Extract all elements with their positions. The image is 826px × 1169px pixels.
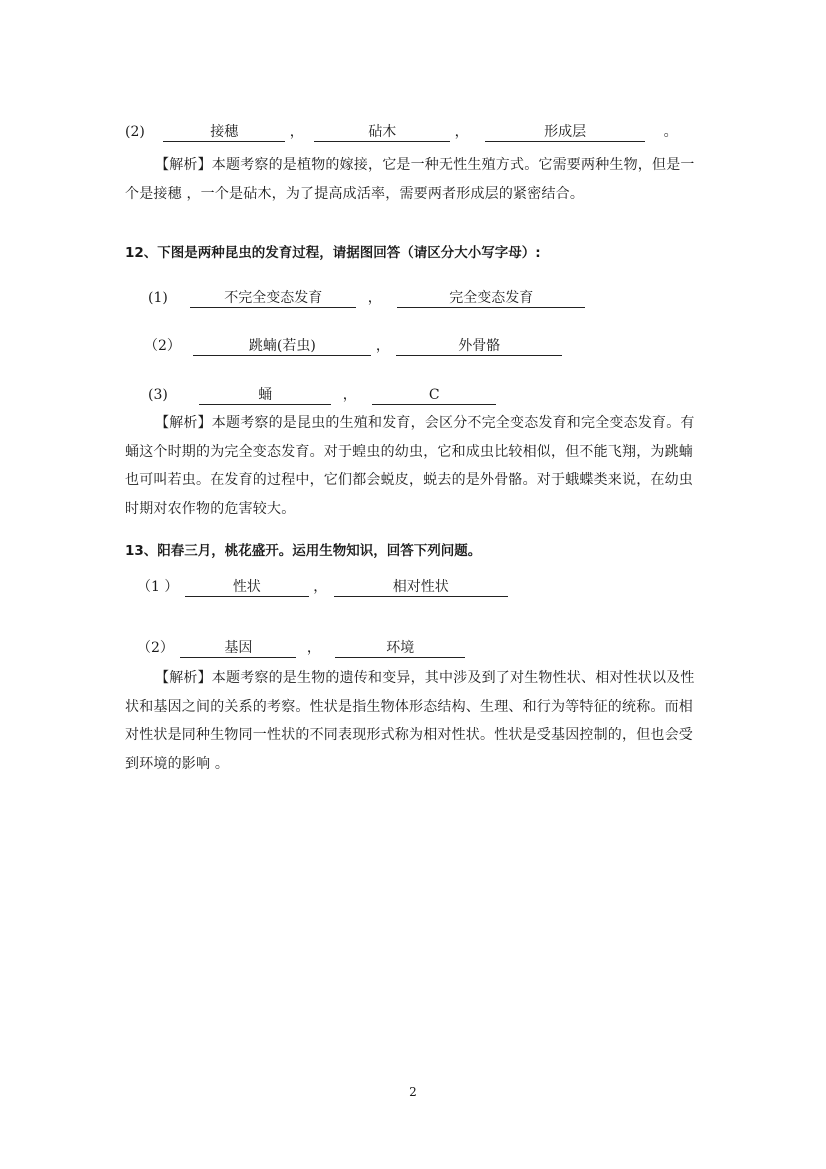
q13-part1-answer-1: 性状 [185, 578, 309, 597]
q11-answer-3: 形成层 [485, 123, 645, 142]
q12-part2-label: （2） [144, 338, 181, 354]
q13-part2-answer-1: 基因 [180, 639, 296, 658]
q13-part2-answer-2: 环境 [335, 639, 465, 658]
q12-part3-separator: ， [342, 387, 357, 403]
q11-answer-2: 砧木 [314, 123, 450, 142]
q13-analysis: 【解析】本题考察的是生物的遗传和变异，其中涉及到了对生物性状、相对性状以及性状和基因之间的关系的考察。性状是指生物体形态结构、生理、和行为等特征的统称。而相对性状是同种生物同一性状的不同表现形式称为相对性状。性状是受基因控制的，但也会受到环境的影响 。 [125, 670, 695, 772]
page-number: 2 [409, 1085, 417, 1099]
q12-title: 12、下图是两种昆虫的发育过程，请据图回答（请区分大小写字母）: [125, 245, 541, 261]
q12-analysis: 【解析】本题考察的是昆虫的生殖和发育，会区分不完全变态发育和完全变态发育。有蛹这个时期的为完全变态发育。对于蝗虫的幼虫，它和成虫比较相似，但不能飞翔，为跳蝻也可叫若虫。在发育的过程中，它们都会蜕皮，蜕去的是外骨骼。对于蛾蝶类来说，在幼虫时期对农作物的危害较大。 [125, 415, 695, 517]
q11-answer-1: 接穗 [163, 123, 285, 142]
q12-part2-separator: ， [375, 338, 390, 354]
q12-part1-label: (1) [148, 290, 168, 306]
q13-part1-separator: ， [313, 579, 328, 595]
q12-part1-answer-2: 完全变态发育 [397, 289, 585, 308]
q12-part2-answer-2: 外骨骼 [396, 337, 562, 356]
q12-part3-label: (3) [148, 387, 168, 403]
q11-part2-label: (2) [125, 124, 145, 140]
q12-part3-answer-1: 蛹 [199, 386, 331, 405]
q13-title: 13、阳春三月，桃花盛开。运用生物知识，回答下列问题。 [125, 543, 482, 559]
q11-analysis: 【解析】本题考察的是植物的嫁接，它是一种无性生殖方式。它需要两种生物，但是一个是接穗 ，一个是砧木，为了提高成活率，需要两者形成层的紧密结合。 [125, 157, 695, 202]
q13-part2-label: （2） [137, 640, 174, 656]
q13-part1-line [137, 577, 508, 597]
q12-part1-separator: ， [367, 290, 382, 306]
q12-part1-answer-1: 不完全变态发育 [190, 289, 356, 308]
q11-separator-2: ， [454, 124, 469, 140]
q11-separator-1: ， [289, 124, 304, 140]
q12-part2-answer-1: 跳蝻(若虫) [193, 337, 371, 356]
q13-part2-separator: ， [306, 640, 321, 656]
q12-part2-line [144, 336, 562, 356]
q11-end-mark: 。 [663, 124, 678, 140]
q13-part2-line [137, 638, 465, 658]
q12-part3-answer-2: C [372, 386, 496, 405]
q13-part1-answer-2: 相对性状 [334, 578, 508, 597]
q11-part2-line [125, 122, 678, 142]
q13-part1-label: （1 ） [137, 579, 179, 595]
q12-part1-line [148, 288, 585, 308]
q12-part3-line [148, 385, 496, 405]
